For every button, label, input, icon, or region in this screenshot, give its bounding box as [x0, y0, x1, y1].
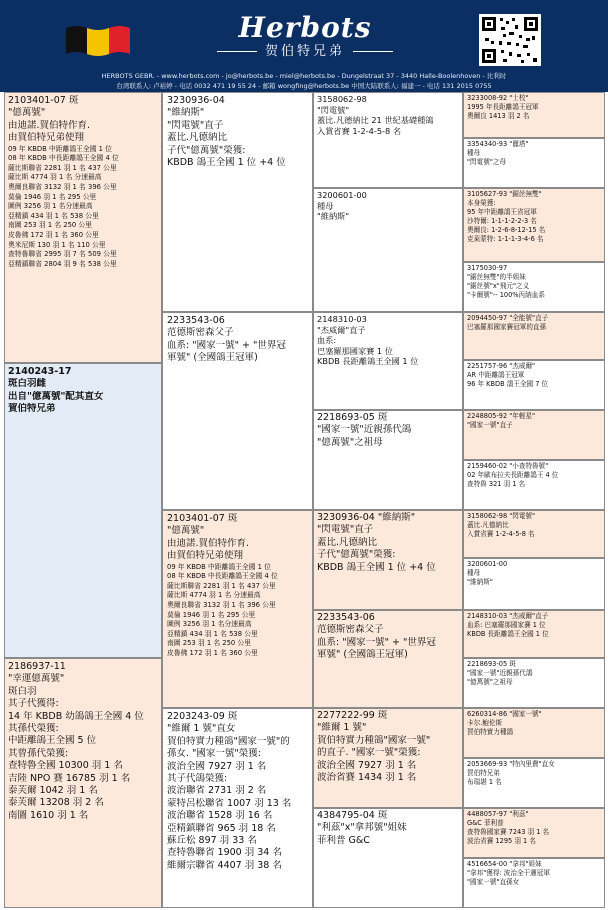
subject-line: 亞精鎮 434 羽 1 名 538 公里: [8, 211, 99, 220]
lower-sire-line: 南圖 253 羽 1 名 250 公里: [167, 639, 252, 648]
lower-dam-line: 南圖 1610 羽 1 名: [8, 809, 89, 821]
lower-dam-line: 中距離鴿王全國 5 位: [8, 735, 97, 747]
lower-dd-line: "利茲"x"拿邦號"姐妹: [317, 822, 407, 834]
dss-cell: [463, 312, 605, 360]
subject-line: 08 年 KBDB 中長距離鴿王全國 4 位: [8, 154, 119, 163]
ss-line: "閃電號": [317, 104, 350, 115]
lower-dam2-line: 蘇丘松 897 羽 33 名: [167, 835, 257, 847]
lower-ds-cell: [313, 708, 463, 808]
subject-cell: [4, 92, 162, 363]
sds-line: 3105627-93 "鋸丝無雙": [467, 190, 542, 198]
lower-sdd-line: "億萬號"之祖母: [467, 678, 513, 686]
lower-sire-cell: [162, 510, 313, 708]
lower-dam2-line: 賀伯特實力種鴿"國家一號"的: [167, 735, 290, 747]
lower-sss-line: 蓋比.凡德納比: [467, 521, 509, 529]
lower-sire-line: 奧爾良聯省 3132 羽 1 名 396 公里: [167, 601, 276, 609]
dd-cell: [313, 410, 463, 510]
sd-line: "維納斯": [317, 211, 350, 222]
lower-dam-line: "幸運億萬號": [8, 673, 65, 685]
sss-line: 1995 年長距離鴿王冠軍: [467, 103, 539, 111]
sire-line: "閃電號"直子: [167, 119, 224, 131]
lower-ddd-line: "國家一號"直孫女: [467, 878, 520, 886]
lower-dds-cell: [463, 808, 605, 858]
sd-line: 種母: [317, 200, 334, 211]
lower-ds-line: 2277222-99 斑: [317, 710, 388, 721]
sds-cell: [463, 188, 605, 262]
middle-dam-line: 出自"億萬號"配其直女: [8, 390, 104, 402]
ddd-cell: [463, 460, 605, 510]
lower-dd-cell: [313, 808, 463, 908]
middle-dam-cell: [4, 363, 162, 658]
ssd-line: 3354340-93 "麗塔": [467, 140, 529, 148]
sdd-line: 3175030-97: [467, 264, 508, 272]
lower-dam2-line: 維爾宗聯省 4407 羽 38 名: [167, 859, 282, 871]
brand-logo: [200, 12, 410, 62]
lower-dds-line: 4488057-97 "利茲": [467, 810, 529, 818]
sds-line: 本身榮獲:: [467, 199, 496, 207]
lower-ss-line: 蓋比.凡德納比: [317, 536, 378, 548]
sd-cell: [313, 188, 463, 312]
lower-dam2-line: 2203243-09 斑: [167, 711, 238, 722]
ss-cell: [313, 92, 463, 188]
ss-line: 蓋比.凡德納比 21 世紀基礎種鴿: [317, 115, 434, 126]
lower-ssd-line: "維納斯": [467, 578, 493, 586]
lower-dam2-line: 孫女. "國家一號"榮獲:: [167, 748, 261, 760]
lower-ds-line: 的直子. "國家一號"榮獲:: [317, 747, 421, 759]
lower-dam-line: 14 年 KBDB 幼鴿鴿王全國 4 位: [8, 710, 144, 722]
lower-dd-line: 菲利普 G&C: [317, 834, 370, 846]
dsd-cell: [463, 360, 605, 410]
dds-cell: [463, 410, 605, 460]
ds-line: 2148310-03: [317, 314, 367, 324]
lower-dds-line: G&C 菲利普: [467, 819, 504, 827]
sire-line: 蓋比.凡德納比: [167, 132, 228, 144]
lower-sds-line: KBDB 長距離鴿王全國 1 位: [467, 630, 549, 638]
subject-line: 薩比斯 4774 羽 1 名 分速最高: [8, 173, 102, 182]
dam-of-sire-line: 軍號" (全國鴿王冠軍): [167, 352, 258, 364]
lower-ss-cell: [313, 510, 463, 610]
lower-dss-cell: [463, 708, 605, 758]
sdd-line: "鋸丝無雙"的半姐妹: [467, 273, 526, 281]
ss-line: 3158062-98: [317, 94, 367, 104]
lower-sire-line: 09 年 KBDB 中距離鴿王全國 1 位: [167, 562, 271, 571]
ss-line: 入賞省賽 1-2-4-5-8 名: [317, 125, 402, 136]
lower-sd-line: 2233543-06: [317, 612, 375, 623]
dd-line: "國家一號"近親孫代鴿: [317, 424, 412, 436]
dds-line: 2248805-92 "年輕星": [467, 412, 536, 420]
lower-dsd-cell: [463, 758, 605, 808]
middle-dam-line: 賀伯特兄弟: [8, 403, 56, 415]
subject-line: 查特魯聯省 2995 羽 7 名 509 公里: [8, 250, 117, 259]
lower-ddd-line: 4516654-00 "拿邦"姐妹: [467, 860, 542, 868]
lower-sd-line: 范德斯密森父子: [317, 624, 384, 636]
lower-sire-line: "億萬號": [167, 525, 205, 537]
lower-dam2-line: "維爾 1 號"直女: [167, 723, 236, 735]
subject-line: 薩比斯聯省 2281 羽 1 名 437 公里: [8, 163, 117, 172]
lower-ss-line: 3230936-04 "維納斯": [317, 512, 416, 523]
lower-dam-line: 其曾孫代榮獲:: [8, 747, 69, 759]
sss-cell: [463, 92, 605, 138]
sire-line: 3230936-04: [167, 95, 225, 106]
subject-line: 由迪諾.賀伯特作育.: [8, 119, 91, 131]
lower-sd-line: 血系: "國家一號" + "世界冠: [317, 636, 436, 648]
ddd-line: 查特魯 321 羽 1 名: [467, 480, 526, 488]
subject-line: 2103401-07 斑: [8, 95, 79, 106]
lower-dsd-line: 2053669-93 "特內里費"直女: [467, 760, 555, 768]
lower-ds-line: 波治全國 7927 羽 1 名: [317, 759, 417, 771]
lower-dam-line: 泰芙爾 13208 羽 2 名: [8, 797, 104, 809]
lower-dd-line: 4384795-04 斑: [317, 810, 388, 821]
lower-ssd-line: 3200601-00: [467, 560, 508, 568]
lower-ds-line: "維爾 1 號": [317, 722, 367, 734]
sire-line: 子代"億萬號"榮獲:: [167, 144, 246, 156]
subject-line: 奧米尼斯 130 羽 1 名 110 公里: [8, 240, 106, 249]
ds-line: 巴塞羅那國家賽 1 位: [317, 345, 393, 356]
lower-dsd-line: 賀伯特兄弟: [467, 769, 500, 777]
subject-line: 皮魯佛 172 羽 1 名 360 公里: [8, 230, 99, 239]
subject-line: 圖例 3256 羽 1 名分速最高: [8, 202, 93, 211]
lower-sds-cell: [463, 610, 605, 658]
dss-line: 巴塞羅那國家賽冠軍的直孫: [467, 323, 547, 331]
lower-sire-line: 薩比斯聯省 2281 羽 1 名 437 公里: [167, 581, 276, 590]
middle-dam-line: 斑白羽雌: [8, 378, 47, 390]
dd-line: "億萬號"之祖母: [317, 436, 383, 448]
lower-dam2-line: 波治全國 7927 羽 1 名: [167, 760, 267, 772]
lower-sire-line: 亞精鎮 434 羽 1 名 538 公里: [167, 629, 258, 638]
sds-line: 沙特爾: 1-1-1-2-2-3 名: [467, 217, 537, 225]
lower-sds-line: 2148310-03 "杰威爾"直子: [467, 612, 549, 620]
lower-dss-line: 賀伯特實力種鴿: [467, 728, 514, 736]
lower-sss-cell: [463, 510, 605, 558]
lower-dds-line: 查特魯國家賽 7243 羽 1 名: [467, 828, 550, 836]
subject-line: 由賀伯特兄弟使翔: [8, 132, 85, 144]
lower-sss-line: 入賞省賽 1-2-4-5-8 名: [467, 530, 535, 538]
lower-ds-line: 賀伯特實力種鴿"國家一號": [317, 734, 431, 746]
lower-sss-line: 3158062-98 "閃電號": [467, 512, 536, 520]
header-banner: [0, 0, 608, 92]
dds-line: "國家一號"直子: [467, 421, 513, 429]
ds-line: KBDB 長距離鴿王全國 1 位: [317, 356, 419, 367]
subject-line: "億萬號": [8, 107, 46, 119]
sdd-line: "鋸丝號"x"飛元"之义: [467, 282, 530, 290]
lower-ss-line: KBDB 鴿王全國 1 位 +4 位: [317, 561, 436, 573]
ds-cell: [313, 312, 463, 410]
lower-dsd-line: 布瑞堪 1 名: [467, 778, 502, 786]
sdd-line: "卡爾號"-- 100%丙納血系: [467, 291, 545, 299]
dsd-line: AR 中距離鴿王冠軍: [467, 371, 525, 379]
lower-dds-line: 波治省賽 1295 羽 1 名: [467, 837, 536, 845]
lower-dam-line: 吉陸 NPO 賽 16785 羽 1 名: [8, 772, 131, 784]
dss-line: 2094450-97 "全能號"直子: [467, 314, 549, 322]
ddd-line: 2159460-02 "小查特魯號": [467, 462, 549, 470]
lower-sds-line: 血系: 巴塞羅那國家賽 1 位: [467, 621, 546, 629]
lower-ssd-line: 種母: [467, 569, 481, 577]
lower-sdd-line: 2218693-05 斑: [467, 660, 516, 668]
sdd-cell: [463, 262, 605, 312]
lower-ddd-line: "拿邦"獲得: 波治全干邏冠軍: [467, 869, 550, 877]
sds-line: 95 年中距離鴿王省冠軍: [467, 208, 537, 216]
lower-ddd-cell: [463, 858, 605, 908]
subject-line: 莫倫 1946 羽 1 名 295 公里: [8, 192, 97, 201]
dsd-line: 2251757-96 "杰威爾": [467, 362, 536, 370]
lower-dss-line: 6260314-86 "國家一號": [467, 710, 542, 718]
lower-dam-cell: [4, 658, 162, 908]
subject-line: 奧爾良聯省 3132 羽 1 名 396 公里: [8, 183, 117, 191]
lower-sire-line: 2103401-07 斑: [167, 513, 238, 524]
lower-dam2-line: 波治聯省 1528 羽 16 名: [167, 810, 273, 822]
lower-dam2-line: 波治聯省 2731 羽 2 名: [167, 785, 267, 797]
lower-dam-line: 其子代獲得:: [8, 698, 59, 710]
middle-dam-line: 2140243-17: [8, 366, 72, 377]
lower-dam2-line: 亞精鎮聯省 965 羽 18 名: [167, 822, 276, 834]
lower-ds-line: 波治省賽 1434 羽 1 名: [317, 772, 417, 784]
lower-dam2-line: 查特魯聯省 1900 羽 34 名: [167, 847, 282, 859]
lower-sd-line: 軍號" (全國鴿王冠軍): [317, 649, 408, 661]
lower-dam2-line: 其子代鴿榮獲:: [167, 773, 228, 785]
sire-cell: [162, 92, 313, 312]
lower-dss-line: 卡尔.鮑伦斯: [467, 719, 503, 727]
brand-name: Herbots: [238, 11, 372, 44]
subject-line: 南圖 253 羽 1 名 250 公里: [8, 221, 93, 230]
lower-dam2-cell: [162, 708, 313, 908]
dam-of-sire-line: 血系: "國家一號" + "世界冠: [167, 339, 286, 351]
sds-line: 克萊蒙特: 1-1-1-3-4-6 名: [467, 235, 544, 243]
dam-of-sire-cell: [162, 312, 313, 510]
lower-sire-line: 由賀伯特兄弟使翔: [167, 550, 244, 562]
dsd-line: 96 年 KBDB 鴿王全國 7 位: [467, 380, 549, 388]
lower-sire-line: 薩比斯 4774 羽 1 名 分速最高: [167, 591, 261, 600]
lower-dam-line: 泰芙爾 1042 羽 1 名: [8, 785, 98, 797]
lower-sire-line: 08 年 KBDB 中長距離鴿王全國 4 位: [167, 572, 278, 581]
ssd-cell: [463, 138, 605, 188]
dam-of-sire-line: 2233543-06: [167, 315, 225, 326]
contact-line-2: 台湾联系人: 卢裕婷 - 电话 0032 471 19 55 24 - 邮箱 wongfing@herbots.be 中国大陆联系人: 福建一 - 电话 131 2015 0755: [116, 82, 492, 90]
lower-dam-line: 查特魯全國 10300 羽 1 名: [8, 760, 123, 772]
lower-dam-line: 其孫代榮獲:: [8, 723, 59, 735]
sss-line: 奧爾良 1413 羽 2 名: [467, 112, 530, 120]
lower-ss-line: 子代"億萬號"榮獲:: [317, 549, 396, 561]
lower-sdd-cell: [463, 658, 605, 708]
ddd-line: 02 年歐布拉夫長距離鴿王 4 位: [467, 471, 559, 479]
ssd-line: "閃電號"之母: [467, 158, 507, 166]
sss-line: 3233008-92 "士校": [467, 94, 529, 102]
lower-sire-line: 莫倫 1946 羽 1 名 295 公里: [167, 610, 256, 619]
qr-code-icon: [479, 14, 541, 66]
lower-ss-line: "閃電號"直子: [317, 524, 374, 536]
sire-line: "維納斯": [167, 107, 205, 119]
sds-line: 奧爾良: 1-2-6-8-12-15 名: [467, 226, 546, 234]
brand-subtitle: 贺伯特兄弟: [200, 44, 410, 60]
dam-of-sire-line: 范德斯密森父子: [167, 327, 234, 339]
lower-dam2-line: 蒙特呂松聯省 1007 羽 13 名: [167, 797, 292, 809]
dd-line: 2218693-05 斑: [317, 412, 388, 423]
ds-line: 血系:: [317, 335, 337, 346]
lower-ssd-cell: [463, 558, 605, 610]
ds-line: "杰威爾"直子: [317, 324, 366, 335]
lower-sdd-line: "國家一號"近親孫代鴿: [467, 669, 533, 677]
lower-sire-line: 圖例 3256 羽 1 名分速最高: [167, 620, 252, 629]
lower-sd-cell: [313, 610, 463, 708]
subject-line: 亞精鎮聯省 2804 羽 9 名 538 公里: [8, 259, 117, 268]
ssd-line: 種母: [467, 149, 481, 157]
lower-dam-line: 2186937-11: [8, 661, 66, 672]
lower-sire-line: 由迪諾.賀伯特作育.: [167, 537, 250, 549]
lower-dam-line: 斑白羽: [8, 685, 37, 697]
sire-line: KBDB 鴿王全國 1 位 +4 位: [167, 157, 286, 169]
belgian-flag-icon: [66, 22, 130, 58]
sd-line: 3200601-00: [317, 190, 367, 200]
lower-sire-line: 皮魯佛 172 羽 1 名 360 公里: [167, 648, 258, 657]
contact-line-1: HERBOTS GEBR. - www.herbots.com - jo@herbots.be - miel@herbots.be - Dungelstraat 37 - 3440 Halle-Boolenhoven - 比利时: [101, 72, 507, 80]
subject-line: 09 年 KBDB 中距離鴿王全國 1 位: [8, 144, 112, 153]
